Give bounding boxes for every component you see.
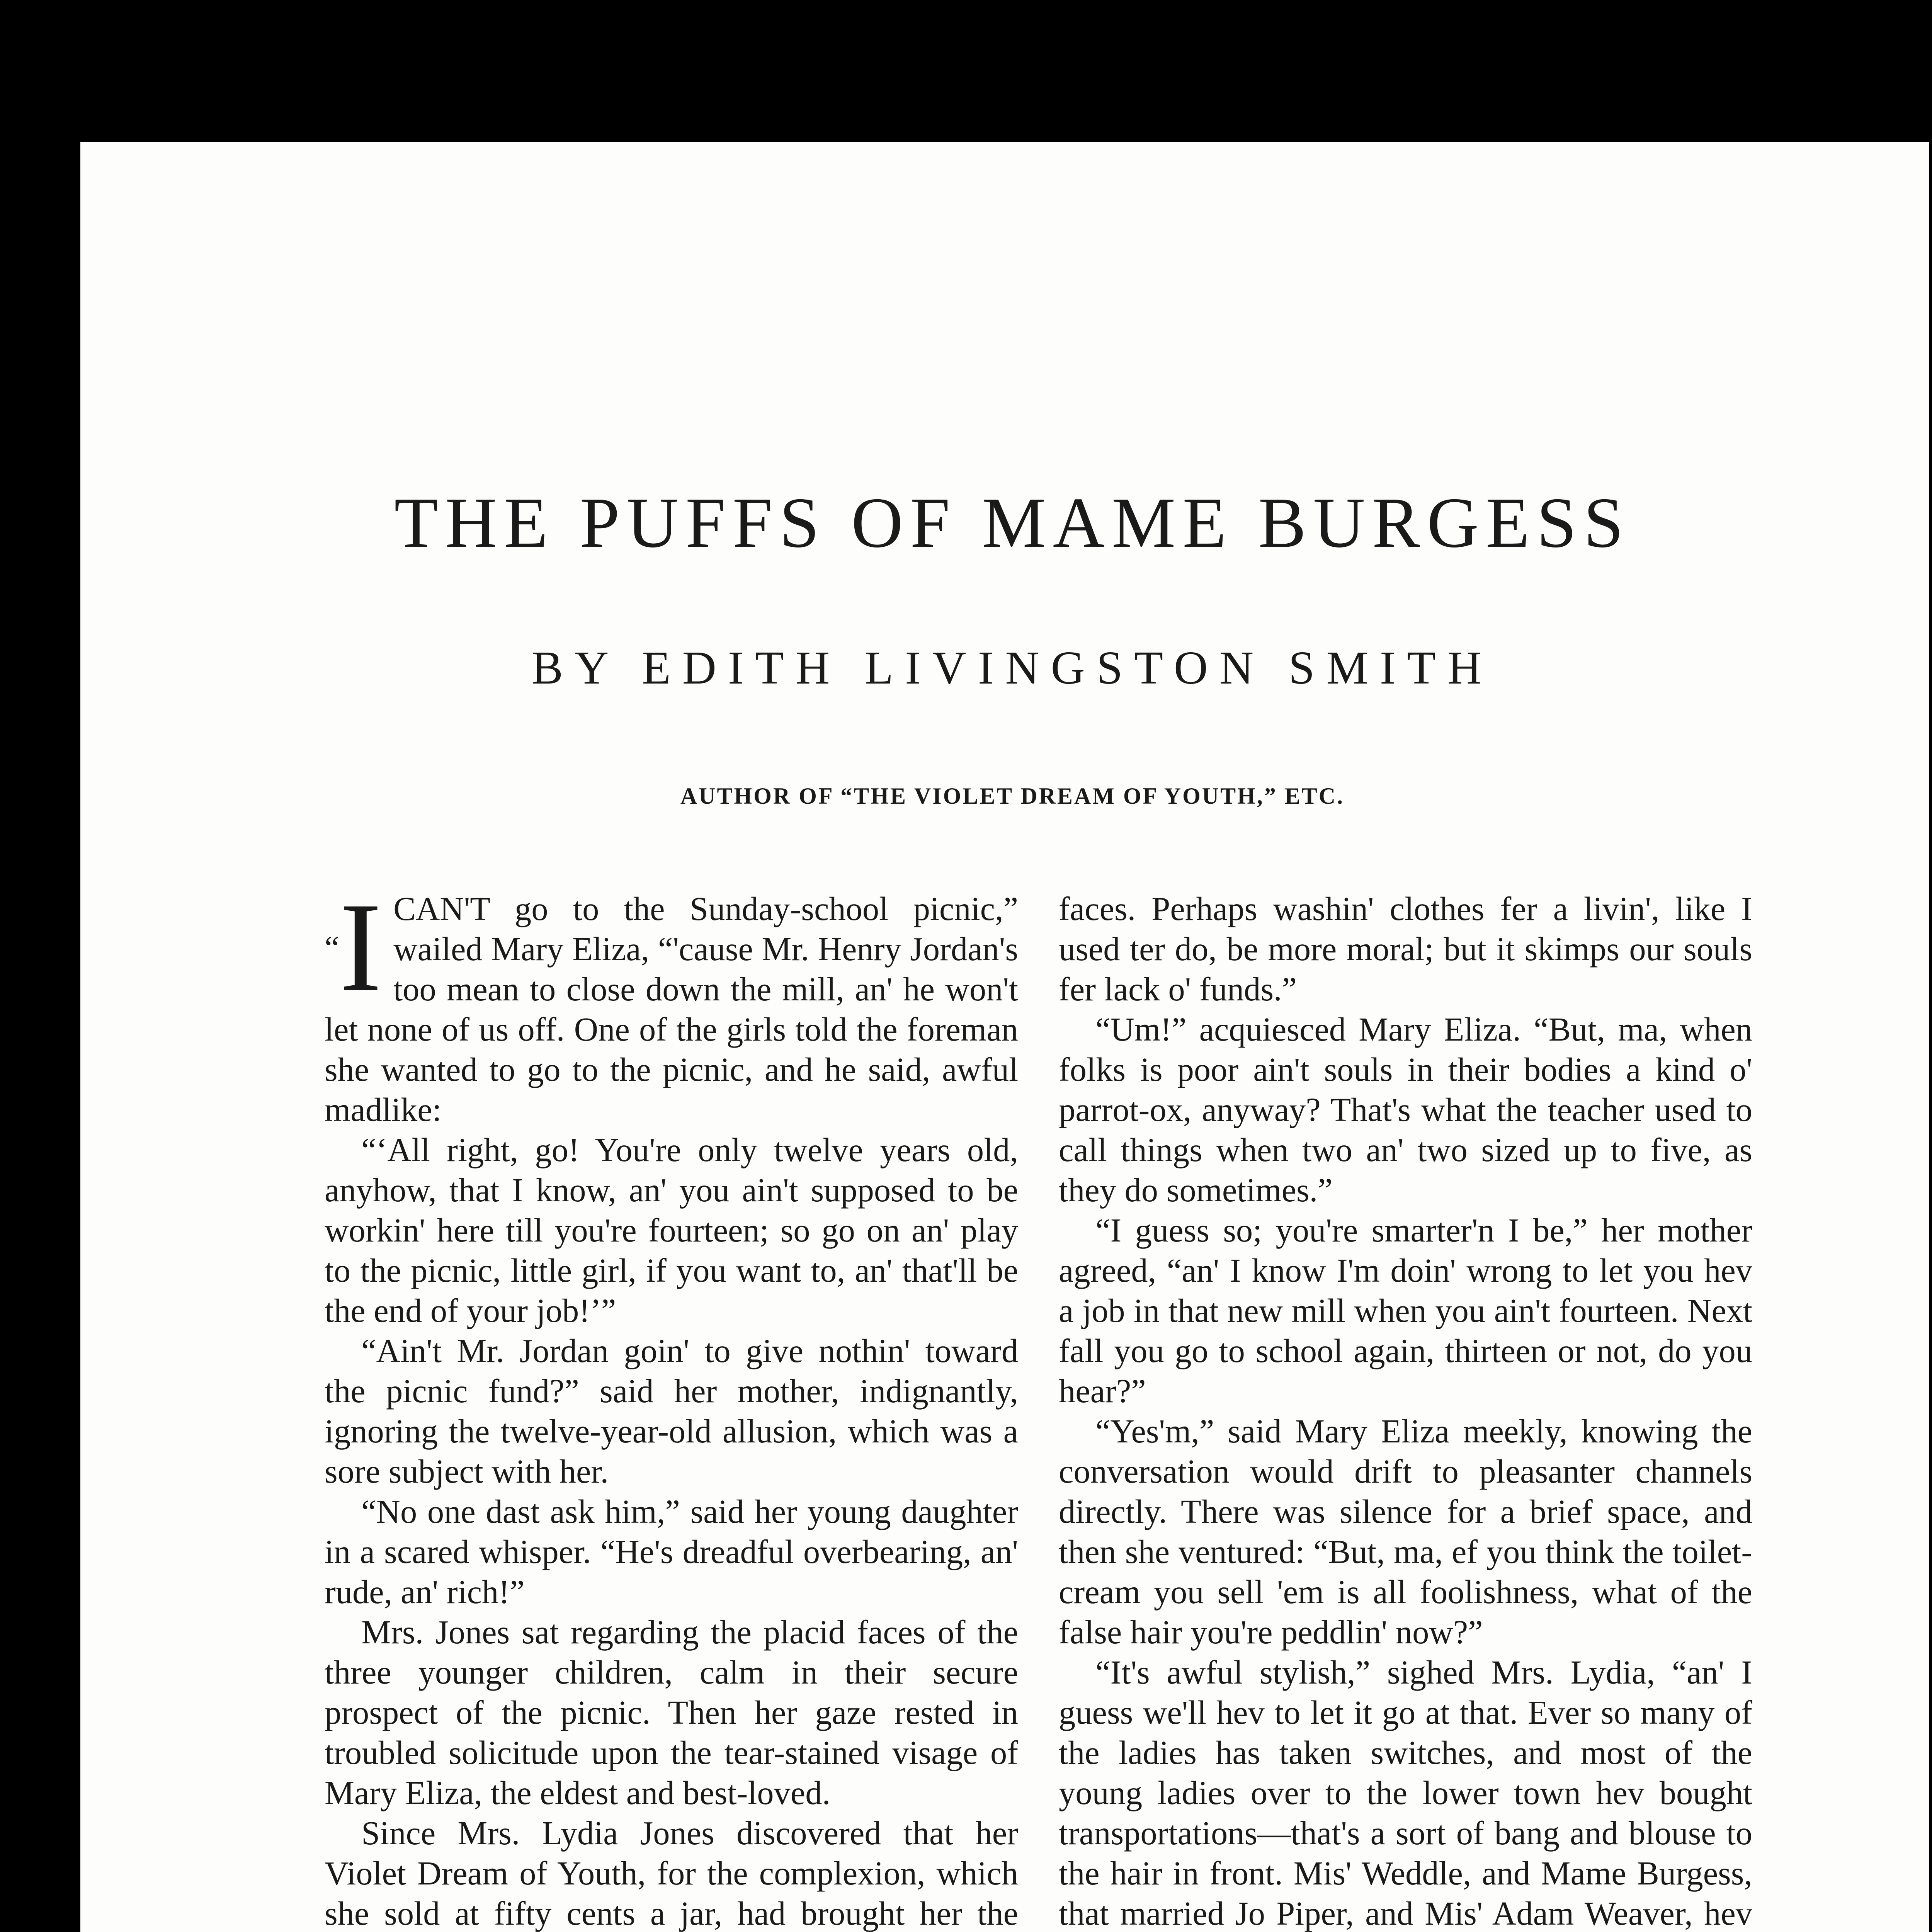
text-column-right: [1059, 889, 1752, 1932]
drop-cap: [325, 889, 382, 1018]
paragraph: Since Mrs. Lydia Jones discovered that her Violet Dream of Youth, for the complexion, which she sold at fifty cents a jar, had brought her the: [325, 1815, 1018, 1932]
paragraph: Mrs. Jones sat regarding the placid faces of the three younger children, calm in their secure prospect of the picnic. Then her gaze rested in troubled solicitude upon the tear-stained visage of Mary Eliza, the eldest and best-loved.: [325, 1614, 1018, 1811]
paragraph: “Ain't Mr. Jordan goin' to give nothin' toward the picnic fund?” said her mother, indignantly, ignoring the twelve-year-old allusion, which was a sore subject with her.: [325, 1332, 1018, 1490]
paragraph: “Yes'm,” said Mary Eliza meekly, knowing the conversation would drift to pleasanter channels directly. There was silence for a brief space, and then she ventured: “But, ma, ef you think the toilet-cream you sell 'em is all foolishness, what of the false hair you're peddlin' now?”: [1059, 1413, 1752, 1651]
paragraph: faces. Perhaps washin' clothes fer a livin', like I used ter do, be more moral; but it skimps our souls fer lack o' funds.”: [1059, 890, 1752, 1008]
article-byline: BY EDITH LIVINGSTON SMITH: [531, 642, 1493, 694]
opening-paragraph-text: CAN'T go to the Sunday-school picnic,” wailed Mary Eliza, “'cause Mr. Henry Jordan's too mean to close down the mill, an' he won't let none of us off. One of the girls told the foreman she wanted to go to the picnic, and he said, awful madlike:: [325, 890, 1018, 1128]
paragraph: “It's awful stylish,” sighed Mrs. Lydia, “an' I guess we'll hev to let it go at that. Ever so many of the ladies has taken switches, and most of the young ladies over to the lower town hev bought transportations—that's a sort of bang and blouse to the hair in front. Mis' Weddle, and Mame Burgess, that married Jo Piper, and Mis' Adam Weaver, hev: [1059, 1654, 1752, 1932]
drop-cap-letter: I: [339, 889, 382, 1018]
text-column-left: [325, 889, 1018, 1932]
paragraph: “No one dast ask him,” said her young daughter in a scared whisper. “He's dreadful overbearing, an' rude, an' rich!”: [325, 1493, 1018, 1611]
paragraph: “Um!” acquiesced Mary Eliza. “But, ma, when folks is poor ain't souls in their bodies a kind o' parrot-ox, anyway? That's what the teacher used to call things when two an' two sized up to five, as they do sometimes.”: [1059, 1011, 1752, 1209]
opening-paragraph: [325, 889, 1018, 1130]
page-spine: [1929, 142, 1932, 1932]
article-title: THE PUFFS OF MAME BURGESS: [394, 483, 1631, 563]
author-credit: AUTHOR OF “THE VIOLET DREAM OF YOUTH,” ETC.: [680, 783, 1345, 809]
opening-quote: “: [325, 929, 340, 966]
paragraph: “‘All right, go! You're only twelve years old, anyhow, that I know, an' you ain't supposed to be workin' here till you're fourteen; so go on an' play to the picnic, little girl, if you want to, an' that'll be the end of your job!’”: [325, 1131, 1018, 1329]
paragraph: “I guess so; you're smarter'n I be,” her mother agreed, “an' I know I'm doin' wrong to let you hev a job in that new mill when you ain't fourteen. Next fall you go to school again, thirteen or not, do you hear?”: [1059, 1212, 1752, 1410]
